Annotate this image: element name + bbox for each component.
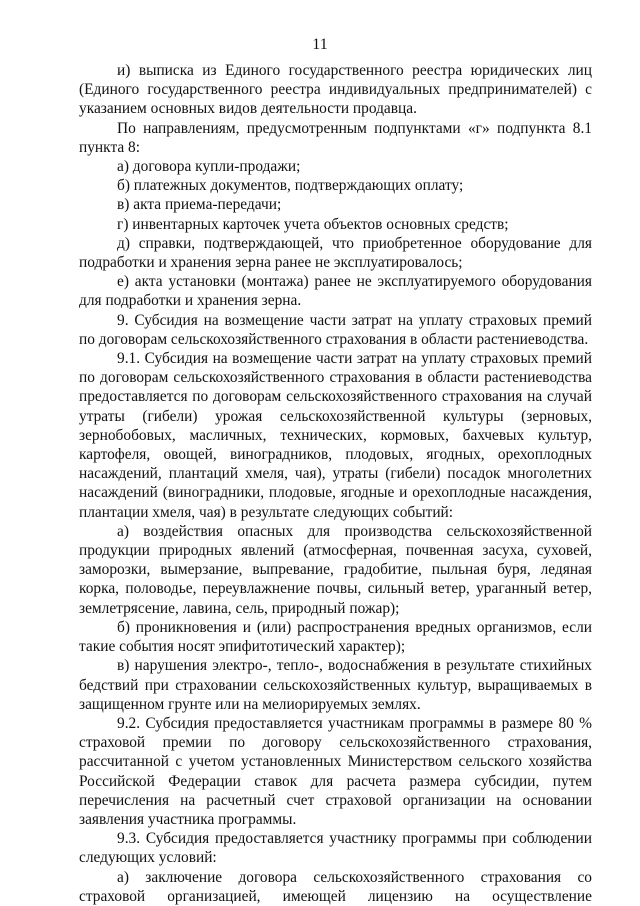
section-9-2: 9.2. Субсидия предоставляется участникам программы в размере 80 % страховой премии по договору сельскохозяйственного страхования, рассчитанной с учетом установленных Министерством сельского хозяйства Российской Федерации ставок для расчета размера субсидии, путем перечисления на расчетный счет страховой организации на основании заявления участника программы. xyxy=(79,714,592,828)
list-item-e-installation-act: е) акта установки (монтажа) ранее не эксплуатируемого оборудования для подработки и хранения зерна. xyxy=(79,273,592,310)
document-body xyxy=(79,61,592,906)
list-item-g-inventory-cards: г) инвентарных карточек учета объектов основных средств; xyxy=(117,215,509,233)
section-9-3: 9.3. Субсидия предоставляется участнику программы при соблюдении следующих условий: xyxy=(79,830,592,867)
list-item-a-contract: а) договора купли-продажи; xyxy=(117,158,301,176)
paragraph-extract-registry: и) выписка из Единого государственного реестра юридических лиц (Единого государственного реестра индивидуальных предпринимателей) с указанием основных видов деятельности продавца. xyxy=(79,62,592,118)
list-item-v-acceptance-act: в) акта приема-передачи; xyxy=(117,196,282,214)
list-item-b-payment-docs: б) платежных документов, подтверждающих оплату; xyxy=(117,177,464,195)
section-9-heading: 9. Субсидия на возмещение части затрат на уплату страховых премий по договорам сельскохозяйственного страхования в области растениеводства. xyxy=(79,311,592,348)
section-9-1-item-b: б) проникновения и (или) распространения вредных организмов, если такие события носят эпифитотический характер); xyxy=(79,618,592,656)
paragraph-directions-intro: По направлениям, предусмотренным подпунктами «г» подпункта 8.1 пункта 8: xyxy=(79,119,592,156)
list-item-d-certificate: д) справки, подтверждающей, что приобретенное оборудование для подработки и хранения зерна ранее не эксплуатировалось; xyxy=(79,234,592,272)
section-9-3-item-a: а) заключение договора сельскохозяйственного страхования со страховой организацией, имеющей лицензию на осуществление xyxy=(79,868,592,905)
section-9-1: 9.1. Субсидия на возмещение части затрат на уплату страховых премий по договорам сельскохозяйственного страхования в области растениеводства предоставляется по договорам сельскохозяйственного страхования на случай утраты (гибели) урожая сельскохозяйственной культуры (зерновых, зернобобовых, масличных, технических, кормовых, бахчевых культур, картофеля, овощей, виноградников, плодовых, ягодных, орехоплодных насаждений, плантаций хмеля, чая), утраты (гибели) посадок многолетних насаждений (виноградники, плодовые, ягодные и орехоплодные насаждения, плантации хмеля, чая) в результате следующих событий: xyxy=(79,350,592,521)
page-number: 11 xyxy=(312,36,328,53)
section-9-1-item-v: в) нарушения электро-, тепло-, водоснабжения в результате стихийных бедствий при страховании сельскохозяйственных культур, выращиваемых в защищенном грунте или на мелиорируемых землях. xyxy=(79,657,592,713)
section-9-1-item-a: а) воздействия опасных для производства сельскохозяйственной продукции природных явлений (атмосферная, почвенная засуха, суховей, заморозки, вымерзание, выпревание, градобитие, пыльная буря, ледяная корка, половодье, переувлажнение почвы, сильный ветер, ураганный ветер, землетрясение, лавина, сель, природный пожар); xyxy=(79,522,592,617)
